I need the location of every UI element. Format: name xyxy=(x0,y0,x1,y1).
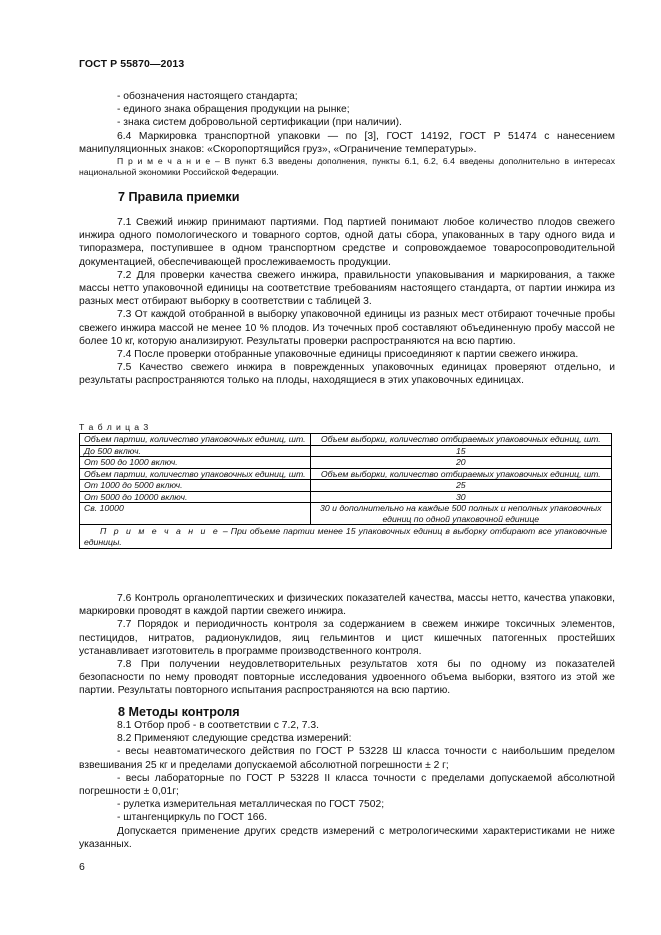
note-text: – В пункт 6.3 введены дополнения, пункты 6.1, 6.2, 6.4 введены дополнительно в интересах национальной экономики Российской Федерации. xyxy=(79,156,615,178)
table-caption: Т а б л и ц а 3 xyxy=(79,422,150,432)
paragraph-7-5: 7.5 Качество свежего инжира в поврежденных упаковочных единицах проверяют отдельно, и результаты распространяются только на плоды, находящиеся в этих упаковочных единицах. xyxy=(79,362,615,387)
list-item: - штангенциркуль по ГОСТ 166. xyxy=(117,812,268,824)
table-note-row xyxy=(80,525,612,549)
list-item: - весы лабораторные по ГОСТ Р 53228 II класса точности с пределами допускаемой абсолютной погрешности ± 0,01г; xyxy=(79,772,615,798)
table-note xyxy=(80,525,612,549)
note-label: П р и м е ч а н и е xyxy=(117,156,211,167)
table-row xyxy=(80,491,612,503)
table-header-cell: Объем партии, количество упаковочных единиц, шт. xyxy=(80,434,311,446)
table-header-cell: Объем выборки, количество отбираемых упаковочных единиц, шт. xyxy=(310,468,611,480)
table-row xyxy=(80,503,612,525)
table-cell: От 5000 до 10000 включ. xyxy=(80,491,311,503)
table-header-cell: Объем выборки, количество отбираемых упаковочных единиц, шт. xyxy=(310,434,611,446)
table-header-row xyxy=(80,468,612,480)
section-7-title: 7 Правила приемки xyxy=(118,190,240,204)
section-8-title: 8 Методы контроля xyxy=(118,705,240,719)
paragraph-7-2: 7.2 Для проверки качества свежего инжира, правильности упаковывания и маркирования, а также массы нетто упаковочной единицы на соответствие требованиям настоящего стандарта, от партии инжира из разных мест отбирают выборку в соответствии с таблицей 3. xyxy=(79,269,615,308)
table-cell: 25 xyxy=(310,480,611,492)
paragraph-final: Допускается применение других средств измерений с метрологическими характеристиками не ниже указанных. xyxy=(79,825,615,850)
table-cell: От 1000 до 5000 включ. xyxy=(80,480,311,492)
list-item: - единого знака обращения продукции на рынке; xyxy=(117,104,350,116)
section-8-body xyxy=(79,719,615,851)
table-cell: 30 и дополнительно на каждые 500 полных и неполных упаковочных единиц по одной упаковочной единице xyxy=(310,503,611,525)
note-section-6 xyxy=(79,156,615,178)
section-7-body xyxy=(79,216,615,388)
paragraph-6-4: 6.4 Маркировка транспортной упаковки — по [3], ГОСТ 14192, ГОСТ Р 51474 с нанесением манипуляционных знаков: «Скоропортящийся груз», «Ограничение температуры». xyxy=(79,130,615,155)
section-7-body-continued xyxy=(79,592,615,698)
list-item: - рулетка измерительная металлическая по ГОСТ 7502; xyxy=(117,799,385,811)
list-item: - знака систем добровольной сертификации (при наличии). xyxy=(117,117,402,129)
paragraph-7-6: 7.6 Контроль органолептических и физических показателей качества, массы нетто, качества упаковки, маркировки проводят в каждой партии свежего инжира. xyxy=(79,593,615,618)
table-header-row xyxy=(80,434,612,446)
paragraph-8-2: 8.2 Применяют следующие средства измерений: xyxy=(117,733,352,745)
block-marking xyxy=(79,90,615,178)
table-header-cell: Объем партии, количество упаковочных единиц, шт. xyxy=(80,468,311,480)
page-number: 6 xyxy=(79,861,85,873)
list-item: - весы неавтоматического действия по ГОСТ Р 53228 Ш класса точности с наибольшим пределом взвешивания 25 кг и пределами допускаемой абсолютной погрешности ± 2 г; xyxy=(79,746,615,771)
table-row xyxy=(80,480,612,492)
paragraph-7-4: 7.4 После проверки отобранные упаковочные единицы присоединяют к партии свежего инжира. xyxy=(117,349,579,361)
paragraph-7-7: 7.7 Порядок и периодичность контроля за содержанием в свежем инжире токсичных элементов, пестицидов, нитратов, радионуклидов, яиц гельминтов и цист кишечных патогенных простейших устанавливает изготовитель в программе производственного контроля. xyxy=(79,619,615,657)
list-item: - обозначения настоящего стандарта; xyxy=(117,91,298,102)
table-cell: 20 xyxy=(310,457,611,469)
table-cell: Св. 10000 xyxy=(80,503,311,525)
table-cell: 15 xyxy=(310,445,611,457)
table-note-text: – При объеме партии менее 15 упаковочных единиц в выборку отбирают все упаковочные единицы. xyxy=(84,526,607,547)
table-row xyxy=(80,445,612,457)
table-cell: До 500 включ. xyxy=(80,445,311,457)
document-id: ГОСТ Р 55870—2013 xyxy=(79,58,185,70)
paragraph-8-1: 8.1 Отбор проб - в соответствии с 7.2, 7.3. xyxy=(117,720,319,731)
paragraph-7-8: 7.8 При получении неудовлетворительных результатов хотя бы по одному из показателей безопасности по нему проводят повторные исследования удвоенного объема выборки, взятого из этой же партии. Результаты повторного испытания распространяются на всю партию. xyxy=(79,659,615,697)
table-cell: От 500 до 1000 включ. xyxy=(80,457,311,469)
table-cell: 30 xyxy=(310,491,611,503)
table-3 xyxy=(79,433,612,549)
table-row xyxy=(80,457,612,469)
table-note-label: П р и м е ч а н и е xyxy=(100,526,220,536)
paragraph-7-1: 7.1 Свежий инжир принимают партиями. Под партией понимают любое количество плодов свежего инжира одного помологического и товарного сортов, одной даты сбора, упакованных в тару одного вида и типоразмера, поступившее в одном транспортном средстве и сопровождаемое товаросопроводительной документацией, обеспечивающей прослеживаемость продукции. xyxy=(79,217,615,268)
paragraph-7-3: 7.3 От каждой отобранной в выборку упаковочной единицы из разных мест отбирают точечные пробы свежего инжира массой не менее 10 % плодов. Из точечных проб составляют объединенную пробу массой не более 10 кг, которую анализируют. Результаты проверки распространяются на всю партию. xyxy=(79,309,615,347)
